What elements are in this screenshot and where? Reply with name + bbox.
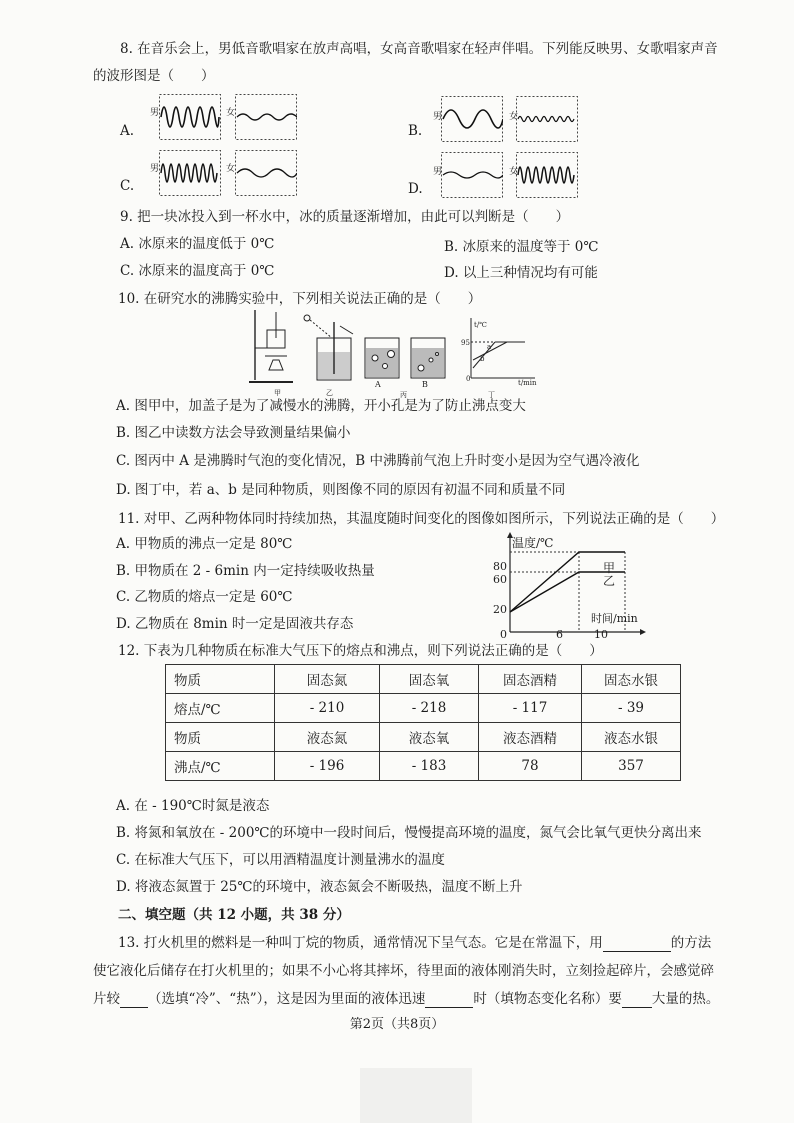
q10-stem: 10. 在研究水的沸腾实验中，下列相关说法正确的是（ ） (118, 291, 482, 307)
table-cell: - 210 (275, 694, 380, 723)
table-cell: - 117 (479, 694, 582, 723)
table-row (166, 694, 681, 723)
q10-fig-yi-apparatus (304, 315, 353, 380)
table-row (166, 723, 681, 752)
table-cell: 78 (479, 752, 582, 781)
q11-series-yi-label: 乙 (603, 574, 616, 588)
q8-option-d-key: D. (408, 181, 423, 197)
q13-blank-4[interactable] (622, 993, 652, 1008)
q8-d-female-label: 女 (509, 167, 519, 177)
section-title: 二、填空题（共 12 小题，共 38 分） (118, 907, 350, 923)
table-cell: 固态水银 (582, 665, 681, 694)
q8-b-female-label: 女 (509, 112, 519, 122)
q8-option-b-key: B. (408, 123, 423, 139)
q11-xtick-0: 0 (500, 628, 507, 641)
q11-ylabel: 温度/℃ (512, 536, 554, 550)
q8-stem-line1: 8. 在音乐会上，男低音歌唱家在放声高唱，女高音歌唱家在轻声伴唱。下列能反映男、女歌唱家声音 (120, 41, 718, 57)
table-row (166, 665, 681, 694)
table-cell: 熔点/℃ (166, 694, 275, 723)
q8-a-female-label: 女 (226, 108, 236, 118)
q8-b-male-label: 男 (433, 112, 443, 122)
q13-line2: 使它液化后储存在打火机里的；如果不小心将其摔坏，待里面的液体刚消失时，立刻捡起碎片，会感觉碎 (93, 963, 714, 979)
q10-option-d: D. 图丁中，若 a、b 是同种物质，则图像不同的原因有初温不同和质量不同 (116, 482, 566, 498)
q13-blank-2[interactable] (120, 993, 148, 1008)
q11-option-b: B. 甲物质在 2 - 6min 内一定持续吸收热量 (116, 563, 375, 579)
q13-line3 (93, 990, 719, 1008)
q13-line3-d: 大量的热。 (651, 991, 720, 1007)
q11-ytick-20: 20 (493, 603, 507, 616)
q11-xlabel: 时间/min (591, 612, 638, 625)
q11-xtick-10: 10 (594, 628, 608, 641)
q11-ytick-80: 80 (493, 560, 507, 573)
table-cell: 固态氧 (380, 665, 479, 694)
table-cell: - 196 (275, 752, 380, 781)
table-cell: - 39 (582, 694, 681, 723)
q10-fig-bing-beakers (365, 338, 445, 378)
q10-label-jia: 甲 (274, 389, 281, 397)
q9-option-b: B. 冰原来的温度等于 0℃ (444, 239, 599, 255)
q8-b-female-wave (516, 96, 578, 142)
q12-stem: 12. 下表为几种物质在标准大气压下的熔点和沸点，则下列说法正确的是（ ） (118, 643, 603, 659)
q10-figures (245, 308, 555, 398)
q12-table (165, 664, 681, 781)
q12-option-a: A. 在 - 190℃时氮是液态 (116, 798, 270, 814)
q9-option-a: A. 冰原来的温度低于 0℃ (120, 236, 275, 252)
q8-c-male-wave (159, 150, 221, 196)
table-cell: 物质 (166, 723, 275, 752)
table-cell: - 183 (380, 752, 479, 781)
q10-graph-a: a (487, 343, 492, 351)
q8-a-male-label: 男 (150, 108, 160, 118)
q8-a-female-wave (235, 94, 297, 140)
q9-stem: 9. 把一块冰投入到一杯水中，冰的质量逐渐增加，由此可以判断是（ ） (120, 209, 570, 225)
q8-c-male-label: 男 (150, 164, 160, 174)
table-cell: 液态氮 (275, 723, 380, 752)
q8-stem-line2: 的波形图是（ ） (93, 68, 215, 84)
q11-stem: 11. 对甲、乙两种物体同时持续加热，其温度随时间变化的图像如图所示，下列说法正确的是（ ） (118, 511, 725, 527)
table-cell: 沸点/℃ (166, 752, 275, 781)
q8-c-female-label: 女 (226, 164, 236, 174)
q10-option-c: C. 图丙中 A 是沸腾时气泡的变化情况，B 中沸腾前气泡上升时变小是因为空气遇冷液化 (116, 453, 640, 469)
q8-d-female-wave (516, 152, 578, 198)
q10-graph-temp-axis: t/℃ (474, 321, 488, 329)
table-cell: - 218 (380, 694, 479, 723)
table-cell: 357 (582, 752, 681, 781)
q8-d-male-wave (441, 152, 503, 198)
scan-smudge (360, 1068, 472, 1123)
q13-line3-b: （选填“冷”、“热”），这是因为里面的液体迅速 (148, 991, 426, 1007)
page-footer: 第2页（共8页） (349, 1017, 445, 1032)
q13-line1 (118, 934, 711, 952)
q13-line3-a: 片较 (93, 991, 120, 1007)
q10-fig-jia-apparatus (249, 310, 293, 382)
table-row (166, 752, 681, 781)
q10-label-ding: 丁 (488, 391, 495, 399)
q11-xtick-6: 6 (556, 628, 563, 641)
q10-label-yi: 乙 (326, 389, 333, 397)
table-cell: 液态酒精 (479, 723, 582, 752)
table-cell: 液态氧 (380, 723, 479, 752)
q8-option-c-key: C. (120, 178, 135, 194)
q11-option-c: C. 乙物质的熔点一定是 60℃ (116, 589, 293, 605)
q10-graph-95: 95 (461, 339, 470, 347)
q11-option-d: D. 乙物质在 8min 时一定是固液共存态 (116, 616, 354, 632)
table-cell: 物质 (166, 665, 275, 694)
q10-label-b: B (422, 380, 428, 389)
q9-option-d: D. 以上三种情况均有可能 (444, 265, 598, 281)
q10-option-a: A. 图甲中，加盖子是为了减慢水的沸腾，开小孔是为了防止沸点变大 (116, 398, 526, 414)
q13-line1-a: 13. 打火机里的燃料是一种叫丁烷的物质，通常情况下呈气态。它是在常温下，用 (118, 935, 603, 951)
q8-d-male-label: 男 (433, 167, 443, 177)
q8-a-male-wave (159, 94, 221, 140)
q10-graph-zero: 0 (466, 375, 471, 383)
q10-label-a: A (375, 380, 381, 389)
table-cell: 液态水银 (582, 723, 681, 752)
q10-label-bing: 丙 (400, 391, 407, 399)
q12-option-d: D. 将液态氮置于 25℃的环境中，液态氮会不断吸热，温度不断上升 (116, 879, 523, 895)
q11-series-jia-label: 甲 (603, 561, 616, 575)
q12-option-b: B. 将氮和氧放在 - 200℃的环境中一段时间后，慢慢提高环境的温度，氮气会比氧气更快分离出来 (116, 825, 702, 841)
q13-line1-b: 的方法 (670, 935, 712, 951)
q11-option-a: A. 甲物质的沸点一定是 80℃ (116, 536, 293, 552)
table-cell: 固态酒精 (479, 665, 582, 694)
q10-graph-b: b (480, 355, 485, 363)
q8-option-a-key: A. (120, 123, 135, 139)
q13-blank-3[interactable] (425, 993, 473, 1008)
q11-ytick-60: 60 (493, 573, 507, 586)
table-cell: 固态氮 (275, 665, 380, 694)
q10-graph-time-axis: t/min (518, 379, 537, 387)
q13-blank-1[interactable] (603, 937, 671, 952)
q9-option-c: C. 冰原来的温度高于 0℃ (120, 263, 275, 279)
q10-option-b: B. 图乙中读数方法会导致测量结果偏小 (116, 425, 351, 441)
q12-option-c: C. 在标准大气压下，可以用酒精温度计测量沸水的温度 (116, 852, 445, 868)
q8-c-female-wave (235, 150, 297, 196)
q13-line3-c: 时（填物态变化名称）要 (473, 991, 622, 1007)
q8-b-male-wave (441, 96, 503, 142)
